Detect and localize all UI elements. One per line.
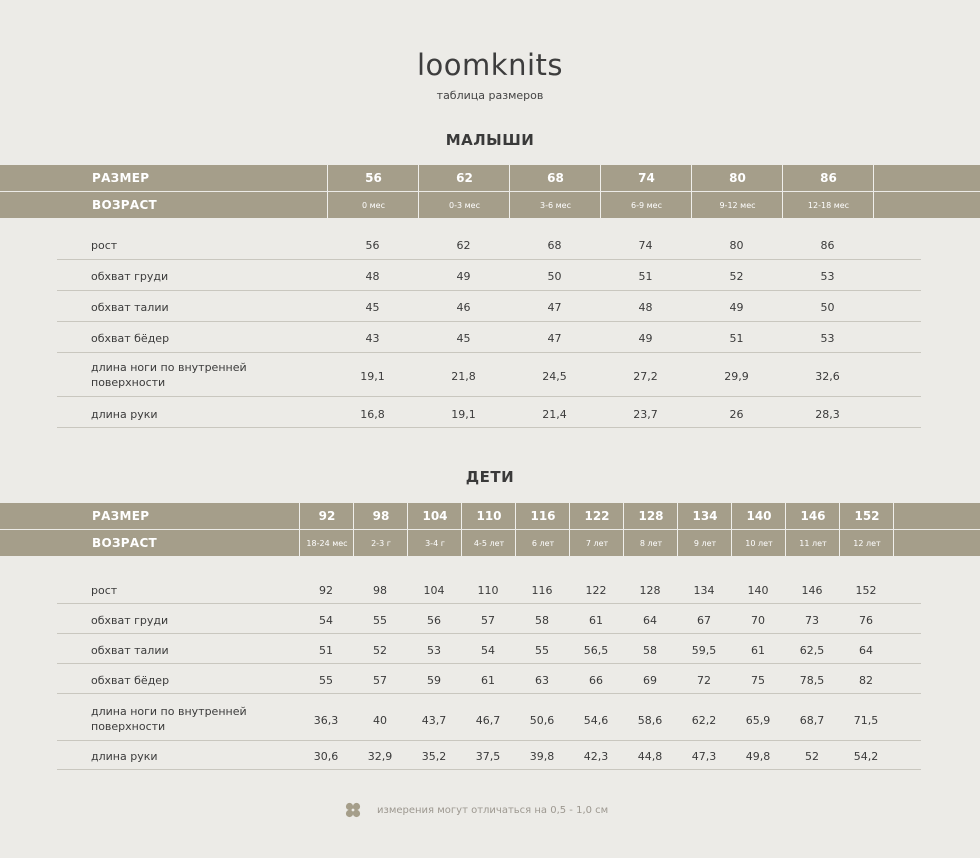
- row-value: 52: [805, 750, 819, 763]
- size-cell: 86: [782, 165, 874, 191]
- age-cell: 9 лет: [677, 530, 732, 556]
- row-value: 76: [859, 614, 873, 627]
- size-cell: 98: [353, 503, 408, 529]
- table-row: [57, 294, 921, 322]
- row-value: 73: [805, 614, 819, 627]
- row-value: 27,2: [633, 369, 658, 383]
- age-cell: 8 лет: [623, 530, 678, 556]
- size-cell: 134: [677, 503, 732, 529]
- row-value: 19,1: [360, 369, 385, 383]
- row-value: 51: [319, 644, 333, 657]
- row-value: 44,8: [637, 750, 663, 763]
- row-value: 53: [427, 644, 441, 657]
- section-title: ДЕТИ: [465, 468, 515, 486]
- row-value: 71,5: [853, 713, 879, 727]
- row-value: 58: [535, 614, 549, 627]
- row-value: 47,3: [691, 750, 717, 763]
- row-value: 36,3: [313, 713, 339, 727]
- row-value: 35,2: [421, 750, 447, 763]
- row-value: 86: [820, 239, 835, 252]
- row-value: 51: [729, 332, 744, 345]
- row-value: 134: [693, 584, 715, 597]
- page-subtitle: таблица размеров: [436, 89, 544, 102]
- row-value: 55: [373, 614, 387, 627]
- row-value: 69: [643, 674, 657, 687]
- row-value: 53: [820, 332, 835, 345]
- row-value: 116: [531, 584, 553, 597]
- row-value: 28,3: [815, 407, 840, 421]
- table-row: [57, 638, 921, 664]
- size-cell: 116: [515, 503, 570, 529]
- size-cell: 152: [839, 503, 894, 529]
- row-value: 21,4: [542, 407, 567, 421]
- row-value: 74: [638, 239, 653, 252]
- row-value: 56: [427, 614, 441, 627]
- size-cell: 68: [509, 165, 601, 191]
- row-value: 47: [547, 301, 562, 314]
- table-row: [57, 578, 921, 604]
- row-value: 40: [373, 713, 387, 727]
- row-value: 49: [729, 301, 744, 314]
- row-value: 64: [643, 614, 657, 627]
- row-value: 26: [729, 407, 744, 421]
- size-cell: 74: [600, 165, 692, 191]
- age-cell: 7 лет: [569, 530, 624, 556]
- row-value: 57: [373, 674, 387, 687]
- row-value: 43: [365, 332, 380, 345]
- row-value: 82: [859, 674, 873, 687]
- age-cell: 0-3 мес: [418, 192, 510, 218]
- row-value: 48: [365, 270, 380, 283]
- row-value: 49: [456, 270, 471, 283]
- row-value: 24,5: [542, 369, 567, 383]
- row-value: 52: [373, 644, 387, 657]
- row-value: 55: [319, 674, 333, 687]
- row-label: длина ноги по внутренней поверхности: [91, 361, 247, 389]
- table-row: [57, 232, 921, 260]
- age-cell: 4-5 лет: [461, 530, 516, 556]
- row-value: 56: [365, 239, 380, 252]
- band-end-divider: [873, 165, 874, 191]
- age-header-band: [0, 530, 980, 556]
- row-value: 62,2: [691, 713, 717, 727]
- brand-logo: loomknits: [416, 48, 563, 82]
- size-cell: 104: [407, 503, 462, 529]
- row-value: 49,8: [745, 750, 771, 763]
- row-value: 49: [638, 332, 653, 345]
- row-value: 51: [638, 270, 653, 283]
- row-value: 98: [373, 584, 387, 597]
- size-cell: 110: [461, 503, 516, 529]
- row-value: 50: [547, 270, 562, 283]
- age-cell: 18-24 мес: [299, 530, 354, 556]
- age-cell: 0 мес: [327, 192, 419, 218]
- row-value: 55: [535, 644, 549, 657]
- table-row: [57, 401, 921, 428]
- age-cell: 2-3 г: [353, 530, 408, 556]
- size-cell: 122: [569, 503, 624, 529]
- size-cell: 56: [327, 165, 419, 191]
- row-label: обхват бёдер: [91, 332, 170, 345]
- size-label: РАЗМЕР: [92, 171, 150, 185]
- table-row: [57, 608, 921, 634]
- footnote: [345, 802, 608, 818]
- row-value: 37,5: [475, 750, 501, 763]
- row-value: 62,5: [799, 644, 825, 657]
- table-row: [57, 356, 921, 397]
- row-value: 50,6: [529, 713, 555, 727]
- row-label: обхват бёдер: [91, 674, 170, 687]
- band-end-divider: [873, 192, 874, 218]
- row-value: 54: [319, 614, 333, 627]
- row-value: 46,7: [475, 713, 501, 727]
- row-value: 72: [697, 674, 711, 687]
- row-value: 140: [747, 584, 769, 597]
- row-value: 52: [729, 270, 744, 283]
- size-cell: 80: [691, 165, 783, 191]
- row-value: 128: [639, 584, 661, 597]
- row-value: 110: [477, 584, 499, 597]
- size-header-band: [0, 165, 980, 191]
- section-title: МАЛЫШИ: [445, 131, 535, 149]
- row-label: длина ноги по внутренней поверхности: [91, 705, 247, 733]
- row-label: длина руки: [91, 750, 158, 763]
- row-value: 67: [697, 614, 711, 627]
- table-row: [57, 325, 921, 353]
- row-label: рост: [91, 584, 118, 597]
- age-cell: 3-6 мес: [509, 192, 601, 218]
- row-label: обхват груди: [91, 270, 169, 283]
- row-value: 68,7: [799, 713, 825, 727]
- row-value: 43,7: [421, 713, 447, 727]
- age-cell: 6 лет: [515, 530, 570, 556]
- row-value: 32,9: [367, 750, 393, 763]
- row-value: 146: [801, 584, 823, 597]
- flower-icon: [345, 802, 361, 818]
- row-label: длина руки: [91, 407, 158, 421]
- row-value: 78,5: [799, 674, 825, 687]
- row-value: 62: [456, 239, 471, 252]
- size-cell: 128: [623, 503, 678, 529]
- row-value: 75: [751, 674, 765, 687]
- row-value: 54,6: [583, 713, 609, 727]
- row-value: 152: [855, 584, 877, 597]
- table-row: [57, 700, 921, 741]
- age-cell: 12-18 мес: [782, 192, 874, 218]
- row-value: 29,9: [724, 369, 749, 383]
- row-value: 48: [638, 301, 653, 314]
- row-value: 21,8: [451, 369, 476, 383]
- footnote-text: измерения могут отличаться на 0,5 - 1,0 см: [377, 804, 609, 816]
- size-cell: 140: [731, 503, 786, 529]
- age-label: ВОЗРАСТ: [92, 198, 158, 212]
- row-value: 80: [729, 239, 744, 252]
- row-value: 23,7: [633, 407, 658, 421]
- row-value: 70: [751, 614, 765, 627]
- row-value: 53: [820, 270, 835, 283]
- row-value: 61: [589, 614, 603, 627]
- size-cell: 92: [299, 503, 354, 529]
- row-value: 57: [481, 614, 495, 627]
- row-value: 42,3: [583, 750, 609, 763]
- age-header-band: [0, 192, 980, 218]
- band-end-divider: [893, 503, 894, 529]
- row-label: обхват талии: [91, 301, 169, 314]
- row-value: 56,5: [583, 644, 609, 657]
- row-value: 63: [535, 674, 549, 687]
- row-value: 32,6: [815, 369, 840, 383]
- size-header-band: [0, 503, 980, 529]
- row-label: обхват груди: [91, 614, 169, 627]
- size-cell: 146: [785, 503, 840, 529]
- row-label: обхват талии: [91, 644, 169, 657]
- age-cell: 6-9 мес: [600, 192, 692, 218]
- row-value: 19,1: [451, 407, 476, 421]
- row-value: 59: [427, 674, 441, 687]
- row-value: 47: [547, 332, 562, 345]
- row-value: 61: [751, 644, 765, 657]
- age-label: ВОЗРАСТ: [92, 536, 158, 550]
- row-value: 104: [423, 584, 445, 597]
- row-value: 59,5: [691, 644, 717, 657]
- row-label: рост: [91, 239, 118, 252]
- row-value: 61: [481, 674, 495, 687]
- row-value: 54,2: [853, 750, 879, 763]
- table-row: [57, 744, 921, 770]
- row-value: 66: [589, 674, 603, 687]
- size-cell: 62: [418, 165, 510, 191]
- row-value: 39,8: [529, 750, 555, 763]
- row-value: 92: [319, 584, 333, 597]
- row-value: 65,9: [745, 713, 771, 727]
- table-row: [57, 668, 921, 694]
- age-cell: 3-4 г: [407, 530, 462, 556]
- row-value: 58,6: [637, 713, 663, 727]
- age-cell: 11 лет: [785, 530, 840, 556]
- row-value: 50: [820, 301, 835, 314]
- row-value: 68: [547, 239, 562, 252]
- age-cell: 10 лет: [731, 530, 786, 556]
- row-value: 54: [481, 644, 495, 657]
- band-end-divider: [893, 530, 894, 556]
- row-value: 45: [365, 301, 380, 314]
- size-label: РАЗМЕР: [92, 509, 150, 523]
- row-value: 64: [859, 644, 873, 657]
- table-row: [57, 263, 921, 291]
- row-value: 16,8: [360, 407, 385, 421]
- age-cell: 12 лет: [839, 530, 894, 556]
- row-value: 122: [585, 584, 607, 597]
- row-value: 58: [643, 644, 657, 657]
- row-value: 46: [456, 301, 471, 314]
- age-cell: 9-12 мес: [691, 192, 783, 218]
- row-value: 30,6: [313, 750, 339, 763]
- row-value: 45: [456, 332, 471, 345]
